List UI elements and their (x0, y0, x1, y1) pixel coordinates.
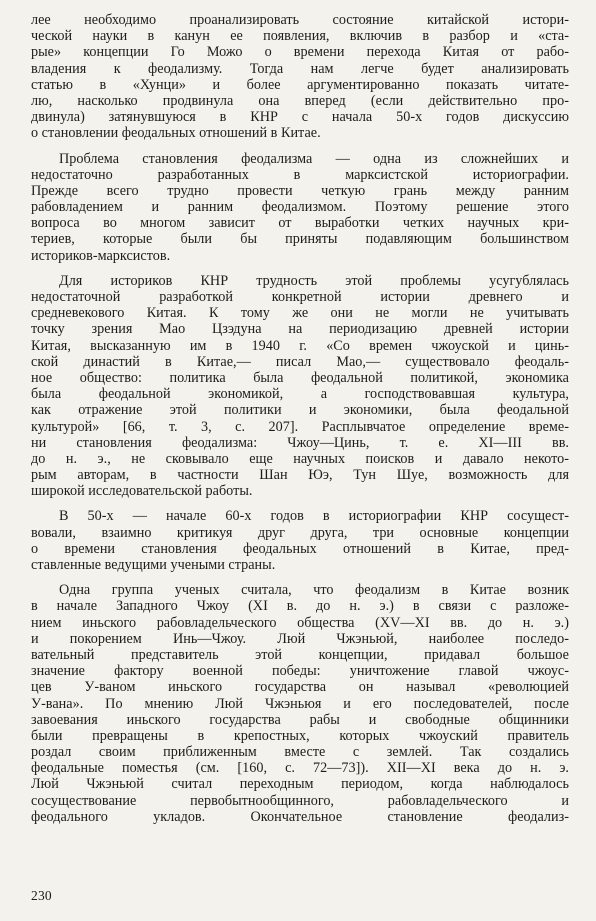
text-line: о времени становления феодальных отношений в Китае, пред- (31, 540, 569, 557)
text-line: лю, насколько продвинула она вперед (если действительно про- (31, 92, 569, 109)
text-line: двинула) затянувшуюся в КНР с начала 50-х годов дискуссию (31, 109, 569, 126)
text-line: нием иньского рабовладельческого общества (XV—XI вв. до н. э.) (31, 614, 569, 631)
text-line: лее необходимо проанализировать состояние китайской истори- (31, 12, 569, 28)
text-line: Китая, высказанную им в 1940 г. «Со времен чжоуской и цинь- (31, 337, 569, 354)
paragraph-gap (31, 142, 569, 151)
text-line: недостаточной разработкой конкретной истории древнего и (31, 289, 569, 305)
text-line: владения к феодализму. Тогда нам легче будет анализировать (31, 60, 569, 77)
text-line: и покорением Инь—Чжоу. Люй Чжэньюй, наиболее последо- (31, 630, 569, 647)
text-line: рые» концепции Го Можо о времени перехода Китая от рабо- (31, 44, 569, 61)
text-line: культурой» [66, т. 3, с. 207]. Расплывчатое определение време- (31, 418, 569, 435)
page-number: 230 (31, 888, 52, 903)
text-line: ческой науки в канун ее появления, включив в разбор и «ста- (31, 28, 569, 45)
paragraph-gap (31, 573, 569, 582)
text-line: вовали, взаимно критикуя друг друга, три основные концепции (31, 524, 569, 541)
text-line: вопроса во многом зависит от выработки четких научных кри- (31, 215, 569, 232)
text-line: как отражение этой политики и экономики, была феодальной (31, 402, 569, 419)
text-line: была феодальной экономикой, а господствовавшая культура, (31, 386, 569, 403)
text-line: сосуществование первобытнообщинного, рабовладельческого и (31, 792, 569, 809)
paragraph-end-line: о становлении феодальных отношений в Китае. (31, 125, 321, 142)
text-line: недостаточно разработанных в марксистской историографии. (31, 166, 569, 183)
text-line: феодальные поместья (см. [160, с. 72—73]). XII—XI века до н. э. (31, 760, 569, 777)
text-line: ни становления феодализма: Чжоу—Цинь, т. е. XI—III вв. (31, 434, 569, 451)
text-line: ное общество: политика была феодальной политикой, экономика (31, 369, 569, 386)
text-line: точку зрения Мао Цзэдуна на периодизацию древней истории (31, 321, 569, 338)
text-line: средневекового Китая. К тому же они не могли не учитывать (31, 305, 569, 322)
text-line: ской династий в Китае,— писал Мао,— существовало феодаль- (31, 353, 569, 370)
paragraph-start-line: Для историков КНР трудность этой проблемы усугублялась (59, 272, 569, 289)
paragraph-start-line: Одна группа ученых считала, что феодализм в Китае возник (59, 582, 569, 599)
book-page-text (31, 12, 569, 908)
paragraph-gap (31, 499, 569, 508)
text-line: рабовладением и ранним феодализмом. Поэтому решение этого (31, 199, 569, 216)
text-line: цев У-ваном иньского государства он называл «революцией (31, 679, 569, 696)
paragraph-end-line: широкой исследовательской работы. (31, 483, 253, 500)
paragraph-start-line: В 50-х — начале 60-х годов в историографии КНР сосущест- (59, 508, 569, 525)
text-line: роздал своим приближенным вместе с землей. Так создались (31, 744, 569, 761)
text-line: в начале Западного Чжоу (XI в. до н. э.) в связи с разложе- (31, 598, 569, 615)
paragraph-start-line: Проблема становления феодализма — одна из сложнейших и (59, 150, 569, 167)
text-line: статью в «Хунци» и более аргументированно показать читате- (31, 76, 569, 93)
paragraph-end-line: ставленные ведущими учеными страны. (31, 557, 276, 573)
text-line: были превращены в крепостных, которых чжоуский правитель (31, 727, 569, 744)
paragraph-gap (31, 264, 569, 273)
text-line: феодального укладов. Окончательное становление феодализ- (31, 808, 569, 825)
text-line: до н. э., не сковывало еще научных поисков и давало некото- (31, 450, 569, 467)
text-line: териев, которые были бы приняты подавляющим большинством (31, 231, 569, 248)
text-line: рым авторам, в частности Шан Юэ, Тун Шуе, возможность для (31, 467, 569, 484)
text-line: вательный представитель этой концепции, придавал большое (31, 646, 569, 663)
text-line: Прежде всего трудно провести четкую грань между ранним (31, 182, 569, 199)
text-line: Люй Чжэньюй считал переходным периодом, когда наблюдалось (31, 776, 569, 793)
text-line: У-вана». По мнению Люй Чжэньюя и его последователей, после (31, 695, 569, 712)
paragraph-end-line: историков-марксистов. (31, 247, 171, 264)
text-line: завоевания иньского государства рабы и свободные общинники (31, 711, 569, 728)
text-line: значение фактору военной победы: уничтожение главой чжоус- (31, 663, 569, 680)
